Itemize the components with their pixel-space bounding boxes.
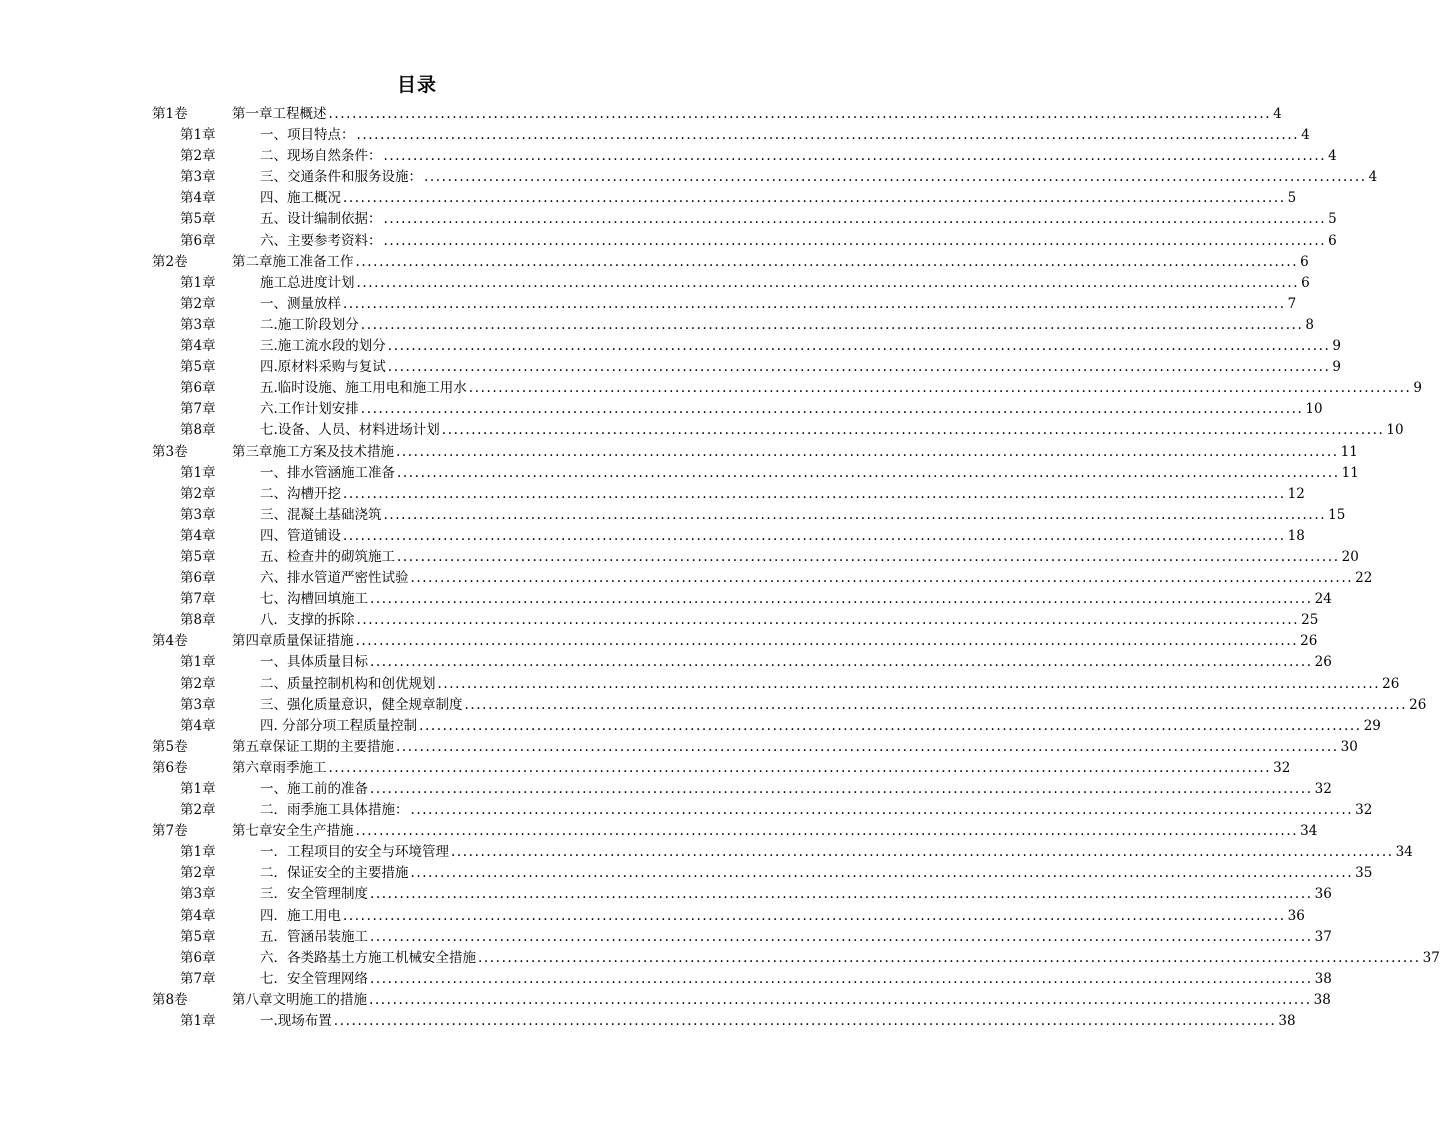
toc-dot-leader: ................................................................................................................................................................	[356, 127, 1300, 144]
toc-entry-number: 第5章	[180, 548, 216, 565]
toc-chapter-entry[interactable]	[152, 906, 1305, 927]
toc-entry-line	[260, 378, 1422, 399]
toc-entry-line	[232, 631, 1318, 652]
toc-page-number: 6	[1300, 253, 1309, 270]
toc-entry-number: 第7章	[180, 591, 216, 608]
toc-entry-number: 第6章	[180, 232, 216, 249]
toc-entry-title: 二、质量控制机构和创优规划	[260, 675, 436, 692]
toc-chapter-entry[interactable]	[152, 674, 1400, 695]
toc-dot-leader: ................................................................................................................................................................	[387, 359, 1331, 376]
toc-chapter-entry[interactable]	[152, 526, 1305, 547]
toc-chapter-entry[interactable]	[152, 652, 1332, 673]
toc-chapter-entry[interactable]	[152, 378, 1422, 399]
toc-page-number: 34	[1395, 844, 1413, 861]
toc-chapter-entry[interactable]	[152, 463, 1359, 484]
toc-page-number: 38	[1313, 991, 1331, 1008]
toc-entry-title: 三．安全管理制度	[260, 886, 368, 903]
toc-chapter-entry[interactable]	[152, 336, 1341, 357]
toc-entry-title: 四. 分部分项工程质量控制	[260, 717, 418, 734]
toc-entry-title: 施工总进度计划	[260, 274, 355, 291]
toc-dot-leader: ................................................................................................................................................................	[441, 422, 1385, 439]
toc-entry-line	[260, 969, 1332, 990]
toc-page-number: 24	[1314, 591, 1332, 608]
toc-chapter-entry[interactable]	[152, 547, 1359, 568]
toc-entry-number: 第6章	[180, 570, 216, 587]
toc-entry-line	[260, 167, 1378, 188]
toc-entry-line	[232, 252, 1309, 273]
toc-entry-number: 第6卷	[152, 759, 188, 776]
toc-dot-leader: ................................................................................................................................................................	[370, 886, 1313, 903]
toc-entry-title: 四、管道铺设	[260, 527, 341, 544]
toc-page-number: 32	[1314, 781, 1332, 797]
toc-page-number: 9	[1413, 380, 1422, 397]
toc-entry-title: 七．安全管理网络	[260, 970, 368, 987]
toc-entry-title: 第三章施工方案及技术措施	[232, 443, 394, 460]
toc-entry-line	[260, 526, 1305, 547]
toc-entry-line	[260, 273, 1310, 294]
toc-entry-title: 三、交通条件和服务设施：	[260, 169, 422, 186]
toc-dot-leader: ................................................................................................................................................................	[383, 148, 1327, 165]
toc-dot-leader: ................................................................................................................................................................	[355, 253, 1299, 270]
toc-entry-line	[260, 800, 1373, 821]
toc-page-number: 4	[1273, 106, 1282, 122]
toc-entry-line	[260, 336, 1341, 357]
toc-entry-title: 六.工作计划安排	[260, 401, 359, 418]
toc-entry-line	[260, 652, 1332, 673]
toc-entry-title: 第五章保证工期的主要措施	[232, 738, 394, 755]
toc-list	[152, 104, 1440, 1032]
toc-entry-line	[260, 568, 1373, 589]
toc-chapter-entry[interactable]	[152, 779, 1332, 800]
toc-entry-number: 第3卷	[152, 443, 188, 460]
toc-entry-number: 第5章	[180, 359, 216, 376]
toc-entry-number: 第3章	[180, 696, 216, 713]
toc-entry-title: 三、混凝土基础浇筑	[260, 506, 382, 523]
toc-entry-number: 第8章	[180, 612, 216, 629]
toc-entry-title: 六、排水管道严密性试验	[260, 570, 409, 587]
toc-entry-number: 第4章	[180, 190, 216, 207]
toc-dot-leader: ................................................................................................................................................................	[355, 823, 1299, 840]
toc-chapter-entry[interactable]	[152, 884, 1332, 905]
toc-page-number: 10	[1386, 422, 1404, 439]
toc-entry-number: 第6章	[180, 380, 216, 397]
toc-entry-line	[260, 209, 1337, 230]
toc-entry-line	[260, 357, 1341, 378]
toc-chapter-entry[interactable]	[152, 146, 1337, 167]
toc-chapter-entry[interactable]	[152, 589, 1332, 610]
toc-entry-title: 七、沟槽回填施工	[260, 591, 368, 608]
toc-chapter-entry[interactable]	[152, 231, 1337, 252]
toc-dot-leader: ................................................................................................................................................................	[370, 781, 1313, 797]
toc-page-number: 4	[1368, 169, 1378, 186]
toc-entry-number: 第5章	[180, 211, 216, 228]
toc-page-number: 10	[1305, 401, 1323, 418]
toc-chapter-entry[interactable]	[152, 1011, 1296, 1032]
toc-volume-entry[interactable]	[152, 758, 1291, 779]
toc-chapter-entry[interactable]	[152, 357, 1341, 378]
toc-entry-title: 第八章文明施工的措施	[232, 991, 367, 1008]
toc-chapter-entry[interactable]	[152, 125, 1310, 146]
toc-entry-line	[260, 146, 1337, 167]
toc-volume-entry[interactable]	[152, 737, 1358, 758]
toc-dot-leader: ................................................................................................................................................................	[383, 506, 1327, 523]
toc-page-number: 9	[1332, 338, 1341, 355]
toc-chapter-entry[interactable]	[152, 695, 1427, 716]
toc-dot-leader: ................................................................................................................................................................	[328, 759, 1272, 776]
toc-page-number: 11	[1341, 464, 1359, 481]
toc-entry-title: 第四章质量保证措施	[232, 633, 354, 650]
toc-page-number: 6	[1301, 274, 1310, 291]
toc-entry-line	[232, 821, 1318, 842]
toc-entry-line	[260, 547, 1359, 568]
toc-entry-line	[260, 716, 1381, 737]
toc-entry-title: 五.临时设施、施工用电和施工用水	[260, 380, 467, 397]
toc-chapter-entry[interactable]	[152, 568, 1373, 589]
toc-entry-title: 二、沟槽开挖	[260, 485, 341, 502]
toc-entry-line	[260, 906, 1305, 927]
toc-page-number: 36	[1314, 886, 1332, 903]
toc-entry-title: 二、现场自然条件：	[260, 148, 382, 165]
toc-entry-line	[260, 863, 1373, 884]
toc-entry-title: 第七章安全生产措施	[232, 823, 354, 840]
toc-chapter-entry[interactable]	[152, 420, 1404, 441]
toc-entry-number: 第7卷	[152, 823, 188, 840]
toc-entry-line	[260, 505, 1346, 526]
toc-page-number: 12	[1287, 485, 1305, 502]
toc-dot-leader: ................................................................................................................................................................	[369, 991, 1312, 1008]
toc-entry-title: 第六章雨季施工	[232, 759, 327, 776]
toc-entry-number: 第6章	[180, 949, 216, 966]
toc-entry-title: 四.原材料采购与复试	[260, 359, 386, 376]
toc-dot-leader: ................................................................................................................................................................	[343, 295, 1286, 312]
toc-dot-leader: ................................................................................................................................................................	[424, 169, 1367, 186]
toc-entry-line	[260, 842, 1413, 863]
toc-entry-title: 一、施工前的准备	[260, 781, 368, 797]
toc-page-number: 11	[1340, 443, 1358, 460]
toc-dot-leader: ................................................................................................................................................................	[468, 380, 1412, 397]
toc-page-number: 32	[1273, 759, 1291, 776]
toc-chapter-entry[interactable]	[152, 969, 1332, 990]
toc-volume-entry[interactable]	[152, 821, 1318, 842]
toc-entry-number: 第2章	[180, 295, 216, 312]
toc-entry-number: 第1章	[180, 654, 216, 671]
toc-chapter-entry[interactable]	[152, 484, 1305, 505]
toc-entry-title: 一、排水管涵施工准备	[260, 464, 395, 481]
toc-entry-number: 第7章	[180, 970, 216, 987]
toc-entry-number: 第1章	[180, 844, 216, 861]
toc-page-number: 26	[1300, 633, 1318, 650]
toc-entry-line	[260, 315, 1314, 336]
toc-entry-line	[260, 399, 1323, 420]
toc-entry-title: 五、设计编制依据：	[260, 211, 382, 228]
toc-page-number: 30	[1340, 738, 1358, 755]
toc-title: 目录	[396, 74, 437, 96]
toc-entry-line	[232, 737, 1358, 758]
toc-page-number: 38	[1314, 970, 1332, 987]
toc-dot-leader: ................................................................................................................................................................	[451, 844, 1394, 861]
toc-chapter-entry[interactable]	[152, 863, 1373, 884]
toc-entry-title: 一．工程项目的安全与环境管理	[260, 844, 449, 861]
toc-dot-leader: ................................................................................................................................................................	[370, 654, 1313, 671]
toc-entry-title: 第一章工程概述	[232, 106, 327, 122]
toc-dot-leader: ................................................................................................................................................................	[370, 970, 1313, 987]
toc-entry-line	[260, 188, 1297, 209]
toc-dot-leader: ................................................................................................................................................................	[387, 338, 1331, 355]
toc-entry-line	[260, 231, 1337, 252]
toc-entry-line	[260, 484, 1305, 505]
toc-page-number: 25	[1301, 612, 1319, 629]
toc-chapter-entry[interactable]	[152, 842, 1413, 863]
toc-chapter-entry[interactable]	[152, 273, 1310, 294]
toc-page-number: 5	[1287, 190, 1297, 207]
toc-entry-number: 第8卷	[152, 991, 188, 1008]
toc-entry-number: 第2章	[180, 485, 216, 502]
toc-entry-number: 第3章	[180, 316, 216, 333]
toc-entry-number: 第5卷	[152, 738, 188, 755]
toc-volume-entry[interactable]	[152, 631, 1318, 652]
toc-dot-leader: ................................................................................................................................................................	[396, 443, 1339, 460]
toc-entry-title: 五．管涵吊装施工	[260, 928, 368, 945]
toc-entry-line	[260, 420, 1404, 441]
toc-entry-line	[232, 104, 1282, 125]
toc-dot-leader: ................................................................................................................................................................	[370, 928, 1313, 945]
toc-volume-entry[interactable]	[152, 104, 1282, 125]
toc-entry-number: 第4章	[180, 907, 216, 924]
toc-dot-leader: ................................................................................................................................................................	[328, 106, 1272, 122]
toc-page-number: 26	[1314, 654, 1332, 671]
toc-entry-line	[232, 758, 1291, 779]
toc-dot-leader: ................................................................................................................................................................	[410, 802, 1354, 819]
toc-chapter-entry[interactable]	[152, 315, 1314, 336]
toc-dot-leader: ................................................................................................................................................................	[343, 907, 1286, 924]
toc-entry-number: 第4章	[180, 338, 216, 355]
toc-dot-leader: ................................................................................................................................................................	[343, 190, 1286, 207]
toc-dot-leader: ................................................................................................................................................................	[356, 274, 1300, 291]
toc-dot-leader: ................................................................................................................................................................	[410, 570, 1354, 587]
toc-chapter-entry[interactable]	[152, 927, 1332, 948]
toc-dot-leader: ................................................................................................................................................................	[360, 401, 1304, 418]
toc-page-number: 26	[1409, 696, 1427, 713]
toc-entry-line	[260, 948, 1440, 969]
toc-entry-title: 二．保证安全的主要措施	[260, 865, 409, 882]
toc-entry-number: 第3章	[180, 169, 216, 186]
toc-entry-number: 第2章	[180, 675, 216, 692]
toc-dot-leader: ................................................................................................................................................................	[383, 211, 1327, 228]
toc-entry-number: 第2章	[180, 802, 216, 819]
toc-entry-line	[260, 927, 1332, 948]
toc-entry-title: 三、强化质量意识，健全规章制度	[260, 696, 463, 713]
toc-entry-line	[260, 1011, 1296, 1032]
toc-entry-line	[260, 674, 1400, 695]
toc-dot-leader: ................................................................................................................................................................	[355, 633, 1299, 650]
toc-chapter-entry[interactable]	[152, 188, 1297, 209]
toc-chapter-entry[interactable]	[152, 399, 1323, 420]
toc-entry-title: 六、主要参考资料：	[260, 232, 382, 249]
toc-page-number: 18	[1287, 527, 1305, 544]
toc-dot-leader: ................................................................................................................................................................	[383, 232, 1327, 249]
toc-page-number: 35	[1355, 865, 1373, 882]
toc-entry-number: 第4卷	[152, 633, 188, 650]
toc-page-number: 4	[1301, 127, 1310, 144]
toc-page-number: 26	[1382, 675, 1400, 692]
toc-entry-number: 第1章	[180, 1013, 216, 1030]
toc-entry-number: 第2章	[180, 865, 216, 882]
toc-entry-line	[232, 442, 1358, 463]
toc-page-number: 6	[1328, 232, 1337, 249]
toc-page-number: 37	[1314, 928, 1332, 945]
toc-dot-leader: ................................................................................................................................................................	[370, 591, 1313, 608]
toc-chapter-entry[interactable]	[152, 209, 1337, 230]
toc-page-number: 22	[1355, 570, 1373, 587]
toc-dot-leader: ................................................................................................................................................................	[397, 464, 1340, 481]
toc-dot-leader: ................................................................................................................................................................	[464, 696, 1408, 713]
toc-entry-number: 第4章	[180, 527, 216, 544]
toc-entry-line	[260, 294, 1297, 315]
toc-entry-line	[260, 695, 1427, 716]
toc-chapter-entry[interactable]	[152, 610, 1319, 631]
toc-entry-number: 第2章	[180, 148, 216, 165]
toc-entry-line	[260, 884, 1332, 905]
toc-entry-number: 第1章	[180, 274, 216, 291]
toc-entry-number: 第7章	[180, 401, 216, 418]
toc-dot-leader: ................................................................................................................................................................	[437, 675, 1381, 692]
toc-entry-title: 一、项目特点：	[260, 127, 355, 144]
toc-entry-title: 一、具体质量目标	[260, 654, 368, 671]
toc-entry-line	[260, 463, 1359, 484]
toc-entry-title: 第二章施工准备工作	[232, 253, 354, 270]
toc-dot-leader: ................................................................................................................................................................	[343, 527, 1286, 544]
toc-page-number: 38	[1278, 1013, 1296, 1030]
toc-entry-number: 第1章	[180, 464, 216, 481]
toc-entry-line	[232, 990, 1331, 1011]
toc-entry-number: 第1章	[180, 781, 216, 797]
toc-entry-title: 八．支撑的拆除	[260, 612, 355, 629]
toc-entry-line	[260, 610, 1319, 631]
toc-page-number: 15	[1328, 506, 1346, 523]
toc-page-number: 20	[1341, 548, 1359, 565]
toc-entry-line	[260, 589, 1332, 610]
toc-volume-entry[interactable]	[152, 442, 1358, 463]
toc-page-number: 4	[1328, 148, 1337, 165]
toc-dot-leader: ................................................................................................................................................................	[396, 738, 1339, 755]
toc-page-number: 9	[1332, 359, 1341, 376]
toc-dot-leader: ................................................................................................................................................................	[397, 548, 1340, 565]
toc-entry-number: 第2卷	[152, 253, 188, 270]
toc-entry-number: 第5章	[180, 928, 216, 945]
toc-chapter-entry[interactable]	[152, 294, 1297, 315]
toc-dot-leader: ................................................................................................................................................................	[478, 949, 1421, 966]
toc-entry-title: 六．各类路基土方施工机械安全措施	[260, 949, 476, 966]
toc-chapter-entry[interactable]	[152, 948, 1440, 969]
toc-dot-leader: ................................................................................................................................................................	[343, 485, 1286, 502]
toc-dot-leader: ................................................................................................................................................................	[356, 612, 1300, 629]
toc-chapter-entry[interactable]	[152, 167, 1378, 188]
toc-dot-leader: ................................................................................................................................................................	[360, 316, 1304, 333]
toc-dot-leader: ................................................................................................................................................................	[410, 865, 1354, 882]
toc-dot-leader: ................................................................................................................................................................	[333, 1013, 1277, 1030]
toc-entry-number: 第3章	[180, 506, 216, 523]
toc-entry-title: 二．雨季施工具体措施：	[260, 802, 409, 819]
toc-page-number: 5	[1328, 211, 1337, 228]
toc-entry-title: 七.设备、人员、材料进场计划	[260, 422, 440, 439]
toc-entry-line	[260, 125, 1310, 146]
toc-page-number: 34	[1300, 823, 1318, 840]
toc-entry-number: 第4章	[180, 717, 216, 734]
toc-entry-number: 第3章	[180, 886, 216, 903]
toc-entry-title: 五、检查井的砌筑施工	[260, 548, 395, 565]
toc-volume-entry[interactable]	[152, 990, 1331, 1011]
toc-volume-entry[interactable]	[152, 252, 1309, 273]
toc-page-number: 37	[1422, 949, 1440, 966]
toc-entry-title: 二.施工阶段划分	[260, 316, 359, 333]
toc-entry-title: 四．施工用电	[260, 907, 341, 924]
toc-entry-title: 四、施工概况	[260, 190, 341, 207]
toc-entry-title: 一.现场布置	[260, 1013, 332, 1030]
toc-chapter-entry[interactable]	[152, 800, 1373, 821]
toc-page-number: 29	[1363, 717, 1381, 734]
toc-page-number: 8	[1305, 316, 1314, 333]
toc-page-number: 32	[1355, 802, 1373, 819]
toc-chapter-entry[interactable]	[152, 505, 1346, 526]
toc-page-number: 7	[1287, 295, 1297, 312]
toc-entry-number: 第1章	[180, 127, 216, 144]
toc-entry-number: 第8章	[180, 422, 216, 439]
toc-entry-number: 第1卷	[152, 106, 188, 122]
toc-entry-line	[260, 779, 1332, 800]
toc-page-number: 36	[1287, 907, 1305, 924]
toc-entry-title: 一、测量放样	[260, 295, 341, 312]
toc-chapter-entry[interactable]	[152, 716, 1381, 737]
toc-entry-title: 三.施工流水段的划分	[260, 338, 386, 355]
toc-dot-leader: ................................................................................................................................................................	[419, 717, 1362, 734]
